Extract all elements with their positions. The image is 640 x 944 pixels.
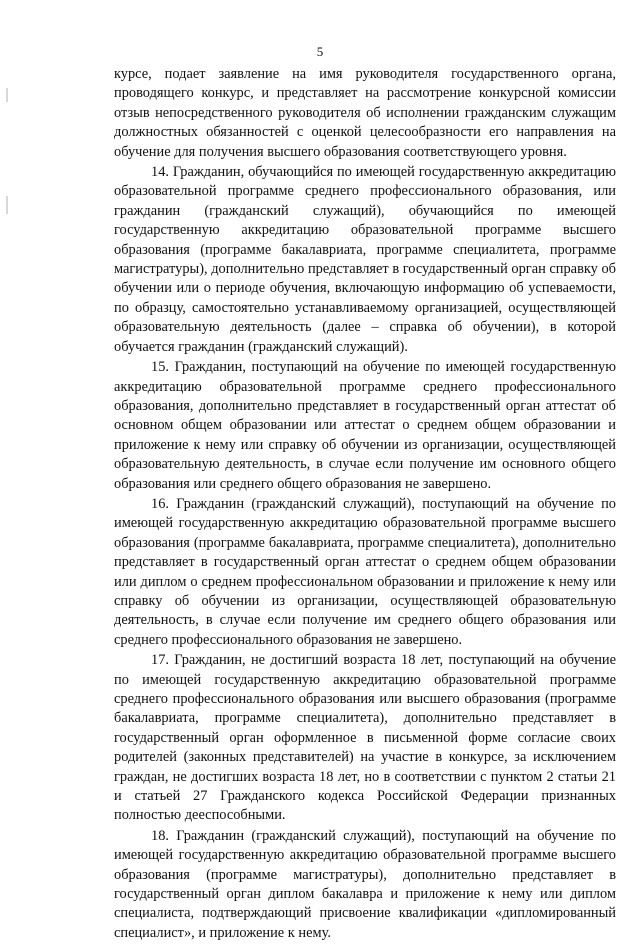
paragraph-18: 18. Гражданин (гражданский служащий), поступающий на обучение по имеющей государственную аккредитацию образовательной программе высшего образования (программе магистратуры), дополнительно представляет в государственный орган диплом бакалавра и приложение к нему или диплом специалиста, подтверждающий присвоение квалификации «дипломированный специалист», и приложение к нему. xyxy=(114,827,616,941)
page-number: 5 xyxy=(316,44,324,59)
margin-scan-mark xyxy=(6,196,8,214)
paragraph-17: 17. Гражданин, не достигший возраста 18 лет, поступающий на обучение по имеющей государственную аккредитацию образовательной программе среднего профессионального образования или высшего образования (программе бакалавриата, программе специалитета), дополнительно представляет в государственный орган оформленное в письменной форме согласие своих родителей (законных представителей) на участие в конкурсе, за исключением граждан, не достигших возраста 18 лет, но в соответствии с пунктом 2 статьи 21 и статьей 27 Гражданского кодекса Российской Федерации признанных полностью дееспособными. xyxy=(114,652,616,824)
paragraph-14: 14. Гражданин, обучающийся по имеющей государственную аккредитацию образовательной программе среднего профессионального образования, или гражданин (гражданский служащий), обучающийся по имеющей государственную аккредитацию образовательной программе высшего образования (программе бакалавриата, программе специалитета, программе магистратуры), дополнительно представляет в государственный орган справку об обучении или о периоде обучения, включающую информацию об успеваемости, по образцу, самостоятельно устанавливаемому организацией, осуществляющей образовательную деятельность (далее – справка об обучении), в которой обучается гражданин (гражданский служащий). xyxy=(114,164,616,355)
paragraph-continuation: курсе, подает заявление на имя руководителя государственного органа, проводящего конкурс, и представляет на рассмотрение конкурсной комиссии отзыв непосредственного руководителя об исполнении гражданским служащим должностных обязанностей с оценкой целесообразности его направления на обучение для получения высшего образования соответствующего уровня. xyxy=(114,66,616,160)
margin-scan-mark xyxy=(6,88,8,102)
paragraph-16: 16. Гражданин (гражданский служащий), поступающий на обучение по имеющей государственную аккредитацию образовательной программе высшего образования (программе бакалавриата, программе специалитета), дополнительно представляет в государственный орган аттестат о среднем общем образовании или диплом о среднем профессиональном образовании и приложение к нему или справку об обучении из организации, осуществляющей образовательную деятельность, в случае если получение им среднего общего образования или среднего профессионального образования не завершено. xyxy=(114,495,616,648)
paragraph-15: 15. Гражданин, поступающий на обучение по имеющей государственную аккредитацию образовательной программе среднего профессионального образования, дополнительно представляет в государственный орган аттестат об основном общем образовании или аттестат о среднем общем образовании и приложение к нему или справку об обучении из организации, осуществляющей образовательную деятельность, в случае если получение им основного общего образования или среднего общего образования не завершено. xyxy=(114,359,616,492)
document-body xyxy=(114,65,616,944)
